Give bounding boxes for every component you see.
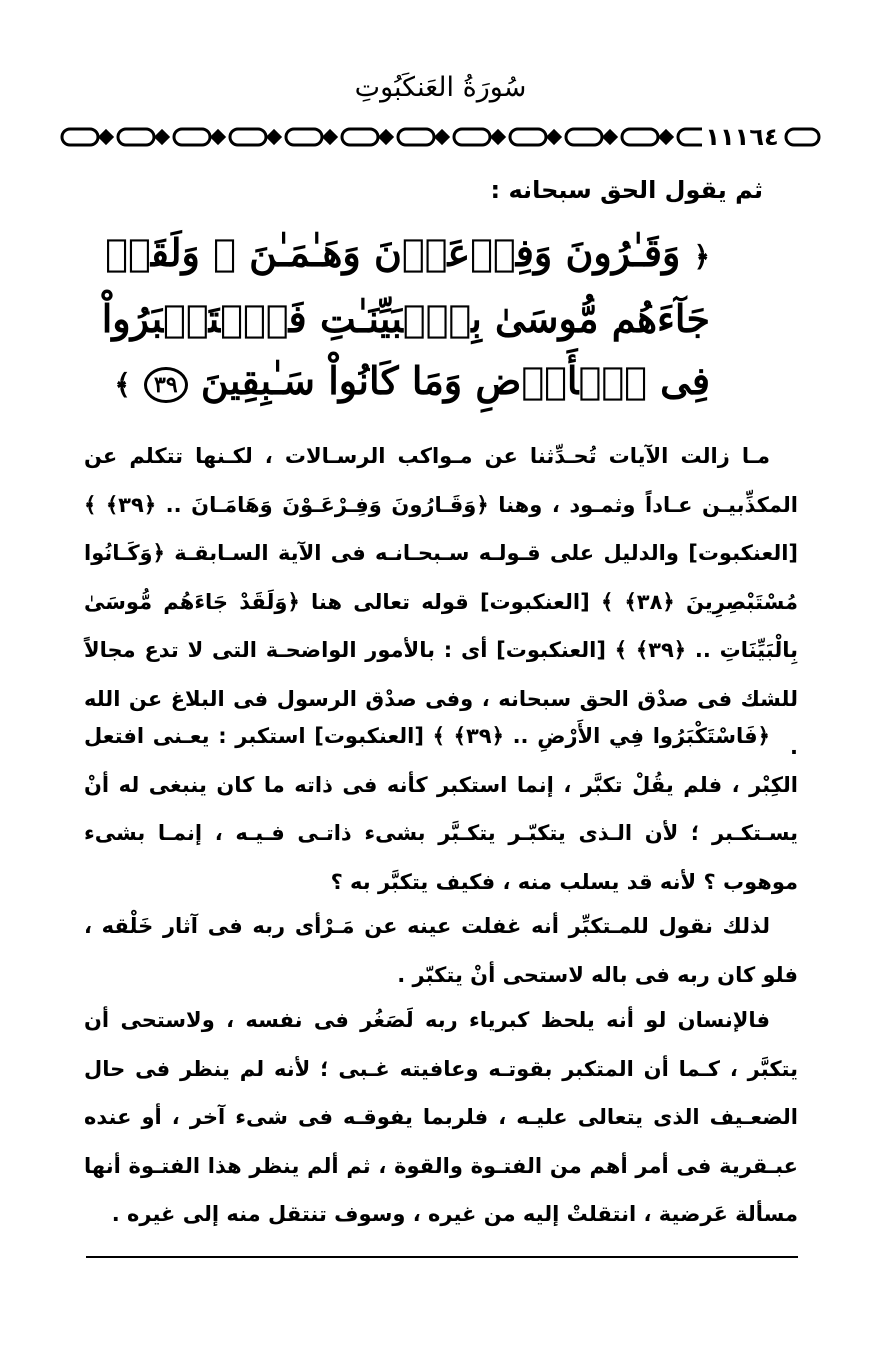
- band-diamond: [604, 131, 616, 143]
- paragraph-2: [84, 712, 798, 906]
- verse-line-3-text: فِى ٱلۡأَرۡضِ وَمَا كَانُواْ سَـٰبِقِينَ: [200, 358, 710, 403]
- band-link: [62, 129, 98, 145]
- band-link: [174, 129, 210, 145]
- band-diamond: [380, 131, 392, 143]
- paragraph-4: [84, 996, 798, 1239]
- band-link: [454, 129, 490, 145]
- band-diamond: [268, 131, 280, 143]
- verse-line-2: [101, 288, 710, 350]
- verse-close-ornament: ﴾: [114, 368, 131, 401]
- band-diamond: [436, 131, 448, 143]
- band-diamond: [156, 131, 168, 143]
- band-diamond: [324, 131, 336, 143]
- verse-line-1: [105, 222, 710, 288]
- intro-line: ثم يقول الحق سبحانه :: [490, 176, 763, 204]
- band-diamond: [492, 131, 504, 143]
- band-diamond: [100, 131, 112, 143]
- band-diamond: [548, 131, 560, 143]
- band-link: [118, 129, 154, 145]
- band-link: [398, 129, 434, 145]
- verse-line-1-text: وَقَـٰرُونَ وَفِرۡعَوۡنَ وَهَـٰمَـٰنَ ۖ وَلَقَدۡ: [105, 230, 681, 275]
- band-diamond: [660, 131, 672, 143]
- band-link: [286, 129, 322, 145]
- verse-line-2-text: جَآءَهُم مُّوسَىٰ بِٱلۡبَيِّنَـٰتِ فَٱسۡتَكۡبَرُواْ: [101, 296, 710, 341]
- paragraph-3-text: لذلك نقول للمـتكبِّر أنه غفلت عينه عن مَـرْأى ربه فى آثار خَلْقه ، فلو كان ربه فى باله لاستحى أنْ يتكبّر .: [84, 914, 798, 987]
- band-link: [510, 129, 546, 145]
- ayah-number-badge: ٣٩: [144, 367, 188, 403]
- verse-open-ornament: ﴿: [693, 240, 710, 273]
- quran-verse: [101, 222, 710, 416]
- paragraph-4-text: فالإنسان لو أنه يلحظ كبرياء ربه لَصَغُر فى نفسه ، ولاستحى أن يتكبَّر ، كـما أن المتكبر بقوتـه وعافيته غـبى ؛ لأنه لم ينظر فى حال الضعـيف الذى يتعالى عليـه ، فلربما يفوقـه فى شىء آخر ، أو عنده عبـقرية فى أمر أهم من الفتـوة والقوة ، ثم ألم ينظر هذا الفتـوة أنها مسألة عَرضية ، انتقلتْ إليه من غيره ، وسوف تنتقل منه إلى غيره .: [84, 1008, 798, 1226]
- paragraph-2-text: ﴿فَاسْتَكْبَرُوا فِي الأَرْضِ .. ﴿٣٩﴾ ﴾ [العنكبوت] استكبر : يعـنى افتعل الكِبْر ، فلم يقُلْ تكبَّر ، إنما استكبر كأنه فى ذاته ما كان ينبغى له أنْ يسـتكـبر ؛ لأن الـذى يتكبّـر يتكـبَّر بشىء ذاتـى فـيـه ، إنمـا بشىء موهوب ؟ لأنه قد يسلب منه ، فكيف يتكبَّر به ؟: [84, 724, 798, 894]
- band-link: [566, 129, 602, 145]
- surah-title: سُورَةُ العَنكَبُوتِ: [354, 72, 527, 103]
- paragraph-3: [84, 902, 798, 999]
- band-end-link: [786, 129, 819, 145]
- verse-line-3: [114, 350, 710, 416]
- page-number: ١١١٦٤: [702, 122, 782, 152]
- band-link: [342, 129, 378, 145]
- band-link: [622, 129, 658, 145]
- footer-divider: [86, 1256, 798, 1258]
- band-diamond: [212, 131, 224, 143]
- band-link: [230, 129, 266, 145]
- paragraph-1-text: مـا زالت الآيات تُحـدِّثنا عن مـواكب الرسـالات ، لكـنها تتكلم عن المكذِّبيـن عـاداً وثمـود ، وهنا ﴿وَقَـارُونَ وَفِـرْعَـوْنَ وَهَامَـانَ .. ﴿٣٩﴾ ﴾ [العنكبوت] والدليل على قـولـه سـبحـانـه فى الآية السـابقـة ﴿وَكَـانُوا مُسْتَبْصِرِينَ ﴿٣٨﴾ ﴾ [العنكبوت] قوله تعالى هنا ﴿وَلَقَدْ جَاءَهُم مُّوسَىٰ بِالْبَيِّنَاتِ .. ﴿٣٩﴾ ﴾ [العنكبوت] أى : بالأمور الواضحـة التى لا تدع مجالاً للشك فى صدْق الحق سبحانه ، وفى صدْق الرسول فى البلاغ عن الله .: [84, 444, 799, 759]
